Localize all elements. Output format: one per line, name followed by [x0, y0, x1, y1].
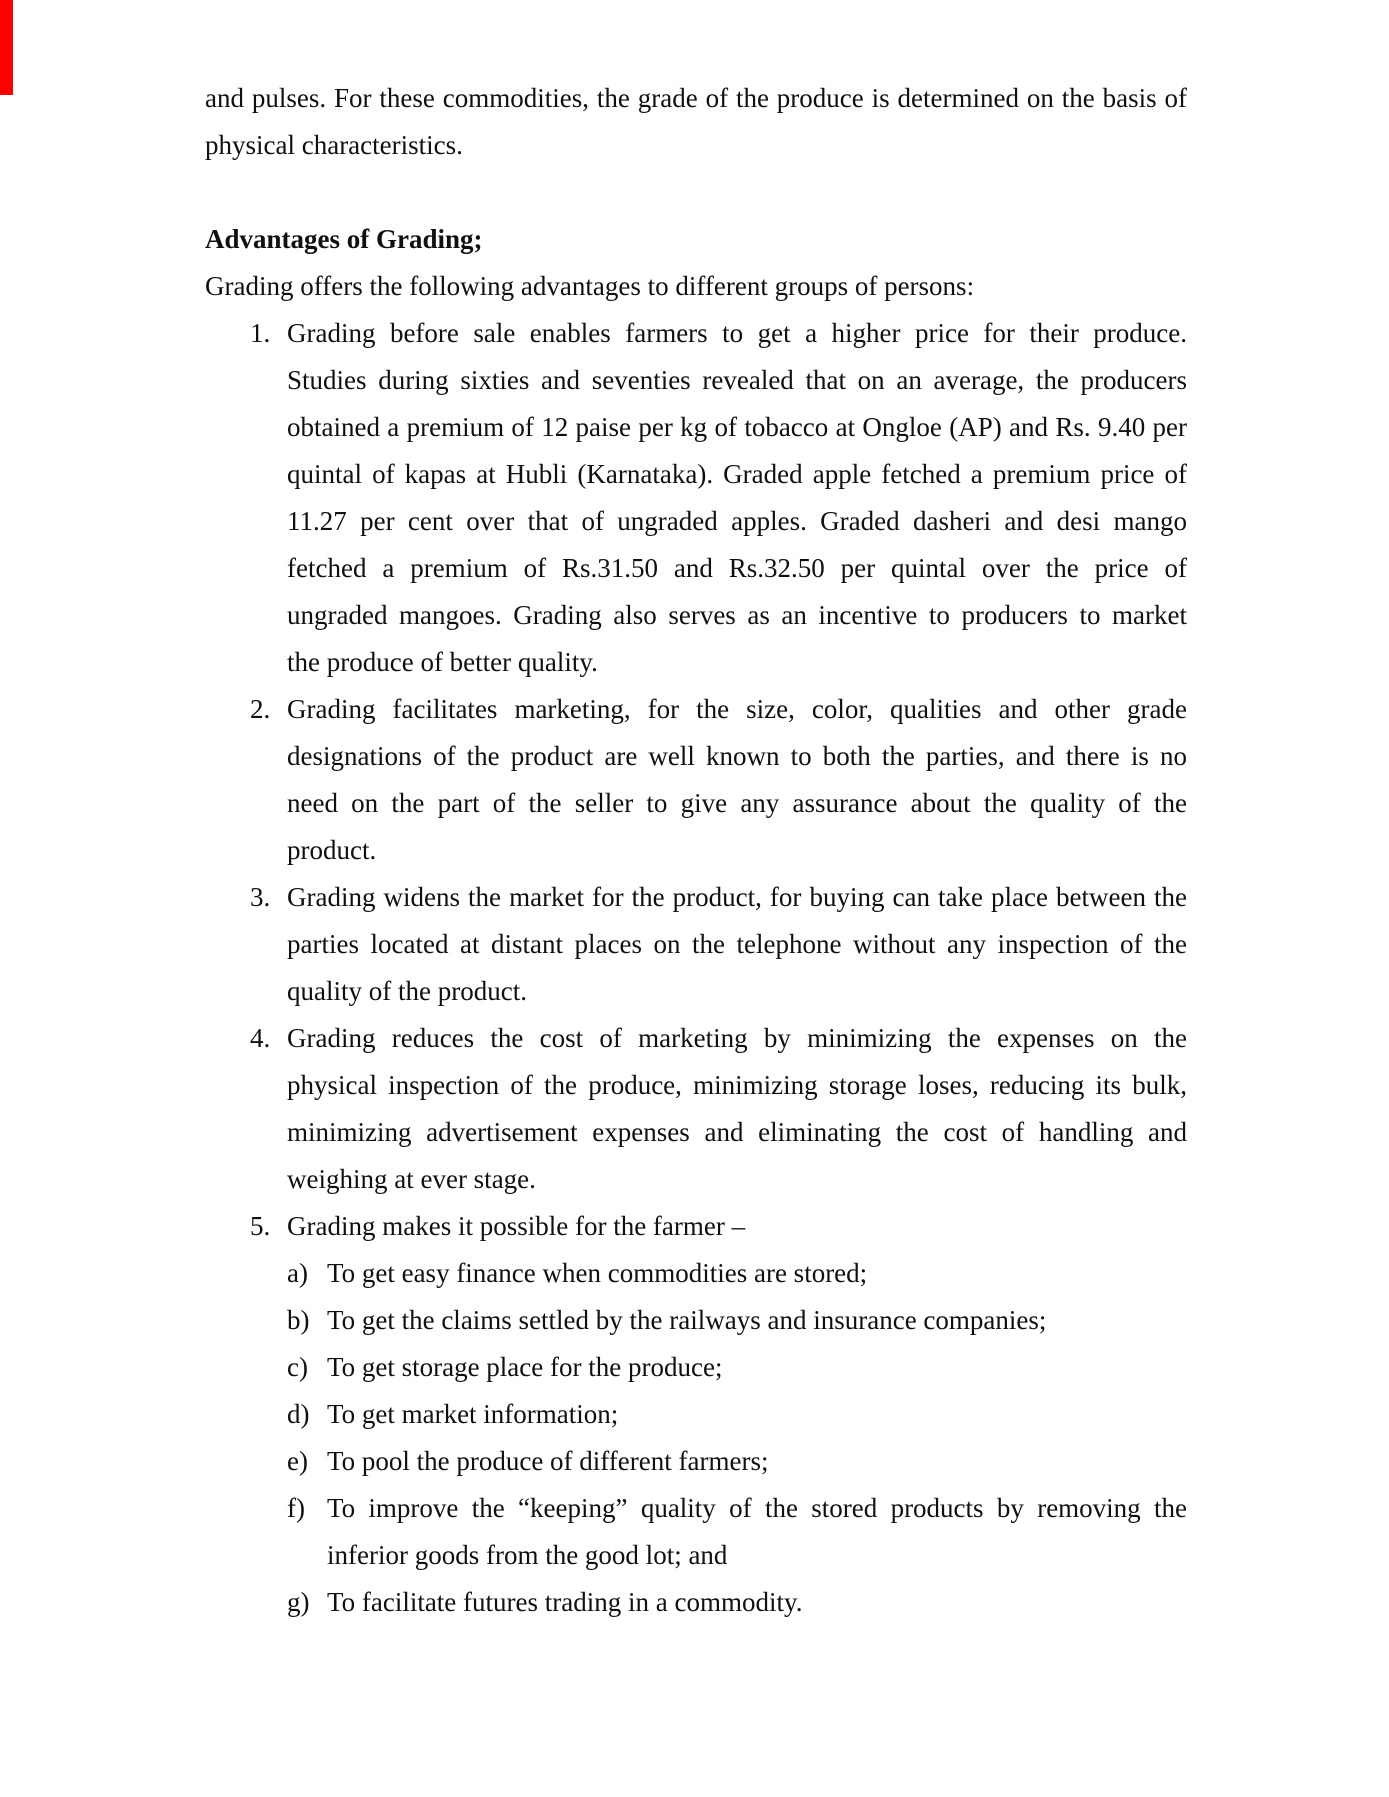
text-line: Grading widens the market for the product, for buying can take place between the [287, 882, 1187, 912]
list-item [205, 310, 1187, 686]
text-line: and pulses. For these commodities, the grade of the produce is determined on the basis of [205, 83, 1187, 113]
text-line: designations of the product are well known to both the parties, and there is no [287, 741, 1187, 771]
text-line: inferior goods from the good lot; and [327, 1540, 728, 1570]
text-line: quality of the product. [287, 976, 527, 1006]
item-content [287, 1015, 1187, 1203]
list-item [205, 1485, 1187, 1579]
text-line: Grading reduces the cost of marketing by minimizing the expenses on the [287, 1023, 1187, 1053]
list-item [205, 1203, 1187, 1250]
list-item [205, 1297, 1187, 1344]
item-content [327, 1485, 1187, 1579]
list-marker: c) [287, 1352, 308, 1382]
text-line: product. [287, 835, 377, 865]
text-line: To improve the “keeping” quality of the stored products by removing the [327, 1493, 1187, 1523]
text-line: need on the part of the seller to give any assurance about the quality of the [287, 788, 1187, 818]
text-line: ungraded mangoes. Grading also serves as an incentive to producers to market [287, 600, 1187, 630]
text-line: quintal of kapas at Hubli (Karnataka). Graded apple fetched a premium price of [287, 459, 1187, 489]
item-content [287, 310, 1187, 686]
text-line: Grading makes it possible for the farmer – [287, 1211, 746, 1241]
paragraph [205, 263, 1187, 310]
list-marker: 2. [250, 694, 271, 724]
list-item [205, 1391, 1187, 1438]
text-line: To get easy finance when commodities are stored; [327, 1258, 868, 1288]
list-item [205, 874, 1187, 1015]
text-line: Advantages of Grading; [205, 224, 483, 254]
text-line: To get the claims settled by the railways and insurance companies; [327, 1305, 1047, 1335]
list-marker: b) [287, 1305, 310, 1335]
list-marker: 5. [250, 1211, 271, 1241]
item-content [327, 1297, 1187, 1344]
item-content [287, 874, 1187, 1015]
text-line: physical inspection of the produce, minimizing storage loses, reducing its bulk, [287, 1070, 1187, 1100]
item-content [327, 1391, 1187, 1438]
list-marker: g) [287, 1587, 310, 1617]
item-content [327, 1579, 1187, 1626]
text-line: Grading before sale enables farmers to get a higher price for their produce. [287, 318, 1187, 348]
item-content [287, 686, 1187, 874]
list-item [205, 1344, 1187, 1391]
text-line: the produce of better quality. [287, 647, 598, 677]
list-item [205, 686, 1187, 874]
section-heading [205, 216, 1187, 263]
text-line: Studies during sixties and seventies revealed that on an average, the producers [287, 365, 1187, 395]
list-marker: 1. [250, 318, 271, 348]
text-line: Grading facilitates marketing, for the size, color, qualities and other grade [287, 694, 1187, 724]
text-line: Grading offers the following advantages to different groups of persons: [205, 271, 975, 301]
list-marker: d) [287, 1399, 310, 1429]
text-line: fetched a premium of Rs.31.50 and Rs.32.50 per quintal over the price of [287, 553, 1187, 583]
text-line: To get storage place for the produce; [327, 1352, 723, 1382]
item-content [287, 1203, 1187, 1250]
red-margin-mark [0, 0, 13, 95]
list-item [205, 1015, 1187, 1203]
list-marker: e) [287, 1446, 308, 1476]
text-line: To get market information; [327, 1399, 619, 1429]
list-marker: 3. [250, 882, 271, 912]
text-line: To pool the produce of different farmers; [327, 1446, 769, 1476]
item-content [327, 1250, 1187, 1297]
item-content [327, 1344, 1187, 1391]
list-marker: f) [287, 1493, 305, 1523]
paragraph [205, 75, 1187, 169]
text-line: To facilitate futures trading in a commodity. [327, 1587, 803, 1617]
text-line: parties located at distant places on the telephone without any inspection of the [287, 929, 1187, 959]
list-item [205, 1250, 1187, 1297]
text-line: weighing at ever stage. [287, 1164, 536, 1194]
list-item [205, 1579, 1187, 1626]
list-marker: 4. [250, 1023, 271, 1053]
document-body [205, 75, 1187, 1626]
list-item [205, 1438, 1187, 1485]
list-marker: a) [287, 1258, 308, 1288]
text-line: physical characteristics. [205, 130, 463, 160]
text-line: obtained a premium of 12 paise per kg of tobacco at Ongloe (AP) and Rs. 9.40 per [287, 412, 1187, 442]
item-content [327, 1438, 1187, 1485]
text-line: 11.27 per cent over that of ungraded apples. Graded dasheri and desi mango [287, 506, 1187, 536]
text-line: minimizing advertisement expenses and eliminating the cost of handling and [287, 1117, 1187, 1147]
